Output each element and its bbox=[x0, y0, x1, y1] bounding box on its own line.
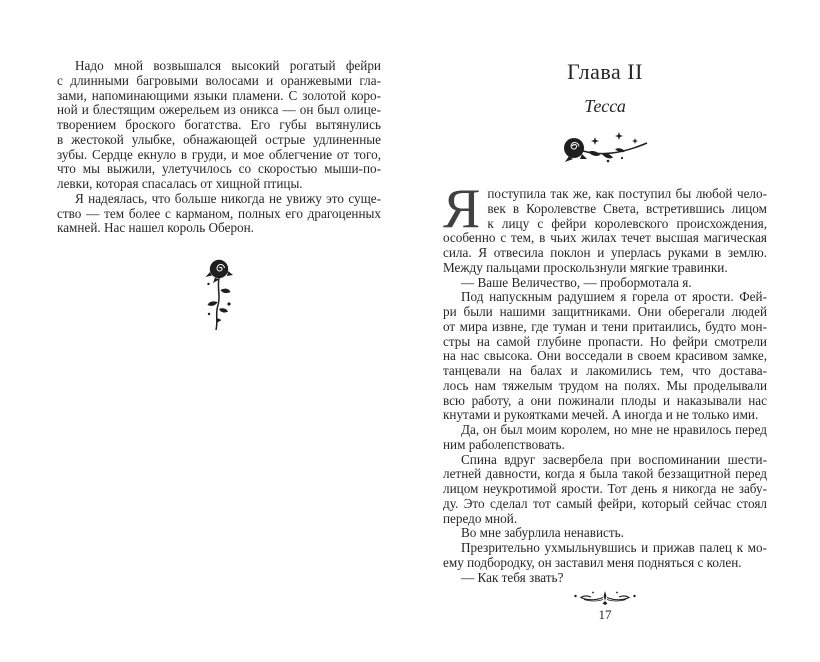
paragraph bbox=[57, 59, 381, 192]
text-line: ной и блестящим ожерельем из оникса — он был олице- bbox=[57, 102, 381, 118]
text-line: камней. Нас нашел король Оберон. bbox=[57, 220, 254, 236]
page-number: 17 bbox=[598, 607, 612, 623]
text-line: Спина вдруг засвербела при воспоминании шести- bbox=[461, 451, 767, 467]
text-line: творением броского богатства. Его губы вытянулись bbox=[57, 117, 381, 132]
flourish-icon bbox=[573, 590, 637, 606]
text-line: Под напускным радушием я горела от ярости. Фей- bbox=[461, 289, 767, 305]
rose-horizontal-icon bbox=[559, 128, 651, 170]
body-text bbox=[443, 178, 767, 585]
text-line: ду. Это сделал тот самый фейри, который сейчас стоял bbox=[443, 495, 767, 511]
text-line: что мы выжили, улетучилось со скоростью мыши-по- bbox=[57, 161, 381, 177]
text-line: всю работу, а они пожинали плоды и наказывали нас bbox=[443, 392, 767, 408]
text-line: ри были нашими защитниками. Они оберегали людей bbox=[443, 304, 767, 319]
text-line: — Как тебя звать? bbox=[461, 569, 564, 585]
text-line: — Ваше Величество, — пробормотала я. bbox=[461, 274, 692, 290]
text-line: кнутами и рукоятками мечей. А иногда и не только ими. bbox=[443, 407, 759, 423]
text-line: передо мной. bbox=[443, 510, 518, 526]
drop-cap: Я bbox=[443, 178, 481, 240]
text-line: особенно с тем, в чьих жилах течет высшая магическая bbox=[443, 230, 767, 246]
paragraph bbox=[443, 423, 767, 453]
text-line: от мира извне, где туман и тени притаились, будто мон- bbox=[443, 318, 767, 334]
text-line: зами, напоминающими языки пламени. С золотой коро- bbox=[57, 87, 381, 103]
rose-vertical-icon bbox=[202, 257, 236, 331]
paragraph bbox=[443, 276, 767, 291]
text-line: Между пальцами проскользнули мягкие травинки. bbox=[443, 259, 728, 275]
text-line: танцевали на балах и лакомились тем, что достава- bbox=[443, 363, 767, 378]
text-line: Презрительно ухмыльнувшись и прижав палец к мо- bbox=[461, 540, 767, 555]
paragraph bbox=[57, 192, 381, 236]
text-line: поступила так же, как поступил бы любой чело- bbox=[487, 186, 767, 201]
paragraph bbox=[443, 571, 767, 586]
text-line: Я надеялась, что больше никогда не увижу это суще- bbox=[75, 190, 381, 206]
text-line: лось нам тяжелым трудом на полях. Мы проделывали bbox=[443, 377, 767, 393]
text-line: ему подбородку, он заставил меня подняться с колен. bbox=[443, 554, 742, 570]
paragraph bbox=[443, 526, 767, 541]
text-line: Во мне забурлила ненависть. bbox=[461, 525, 624, 541]
chapter-title: Глава II bbox=[567, 59, 643, 84]
text-line: век в Королевстве Света, встретившись лицом bbox=[487, 200, 767, 216]
text-line: зубы. Сердце екнуло в груди, и мое облегчение от того, bbox=[57, 146, 381, 162]
text-line: к лицу с фейри королевского происхождения, bbox=[487, 215, 767, 231]
text-line: лицом неукротимой ярости. Тот день я никогда не забу- bbox=[443, 481, 767, 496]
chapter-subtitle: Тесса bbox=[584, 96, 626, 116]
paragraph bbox=[443, 290, 767, 423]
right-page bbox=[443, 59, 767, 622]
left-page bbox=[57, 59, 381, 331]
text-line: Да, он был моим королем, но мне не нравилось перед bbox=[461, 422, 767, 437]
text-line: с длинными багровыми волосами и оранжевыми гла- bbox=[57, 72, 381, 88]
paragraph bbox=[443, 541, 767, 571]
text-line: ним раболепствовать. bbox=[443, 436, 565, 452]
text-line: на нас свысока. Они восседали в своем красивом замке, bbox=[443, 348, 767, 364]
text-line: Надо мной возвышался высокий рогатый фейри bbox=[75, 58, 381, 73]
text-line: стры на самой глубине пропасти. Но фейри смотрели bbox=[443, 333, 767, 349]
paragraph bbox=[443, 453, 767, 527]
text-line: левки, которая спасалась от хищной птицы. bbox=[57, 176, 303, 191]
text-line: в жестокой улыбке, обнажающей острые удлиненные bbox=[57, 131, 381, 147]
text-line: ство — тем более с карманом, полных его драгоценных bbox=[57, 205, 381, 221]
text-line: сила. Я отвесила поклон и уперлась руками в землю. bbox=[443, 245, 767, 260]
paragraph bbox=[443, 178, 767, 276]
text-line: летней давности, когда я была такой беззащитной перед bbox=[443, 466, 767, 482]
